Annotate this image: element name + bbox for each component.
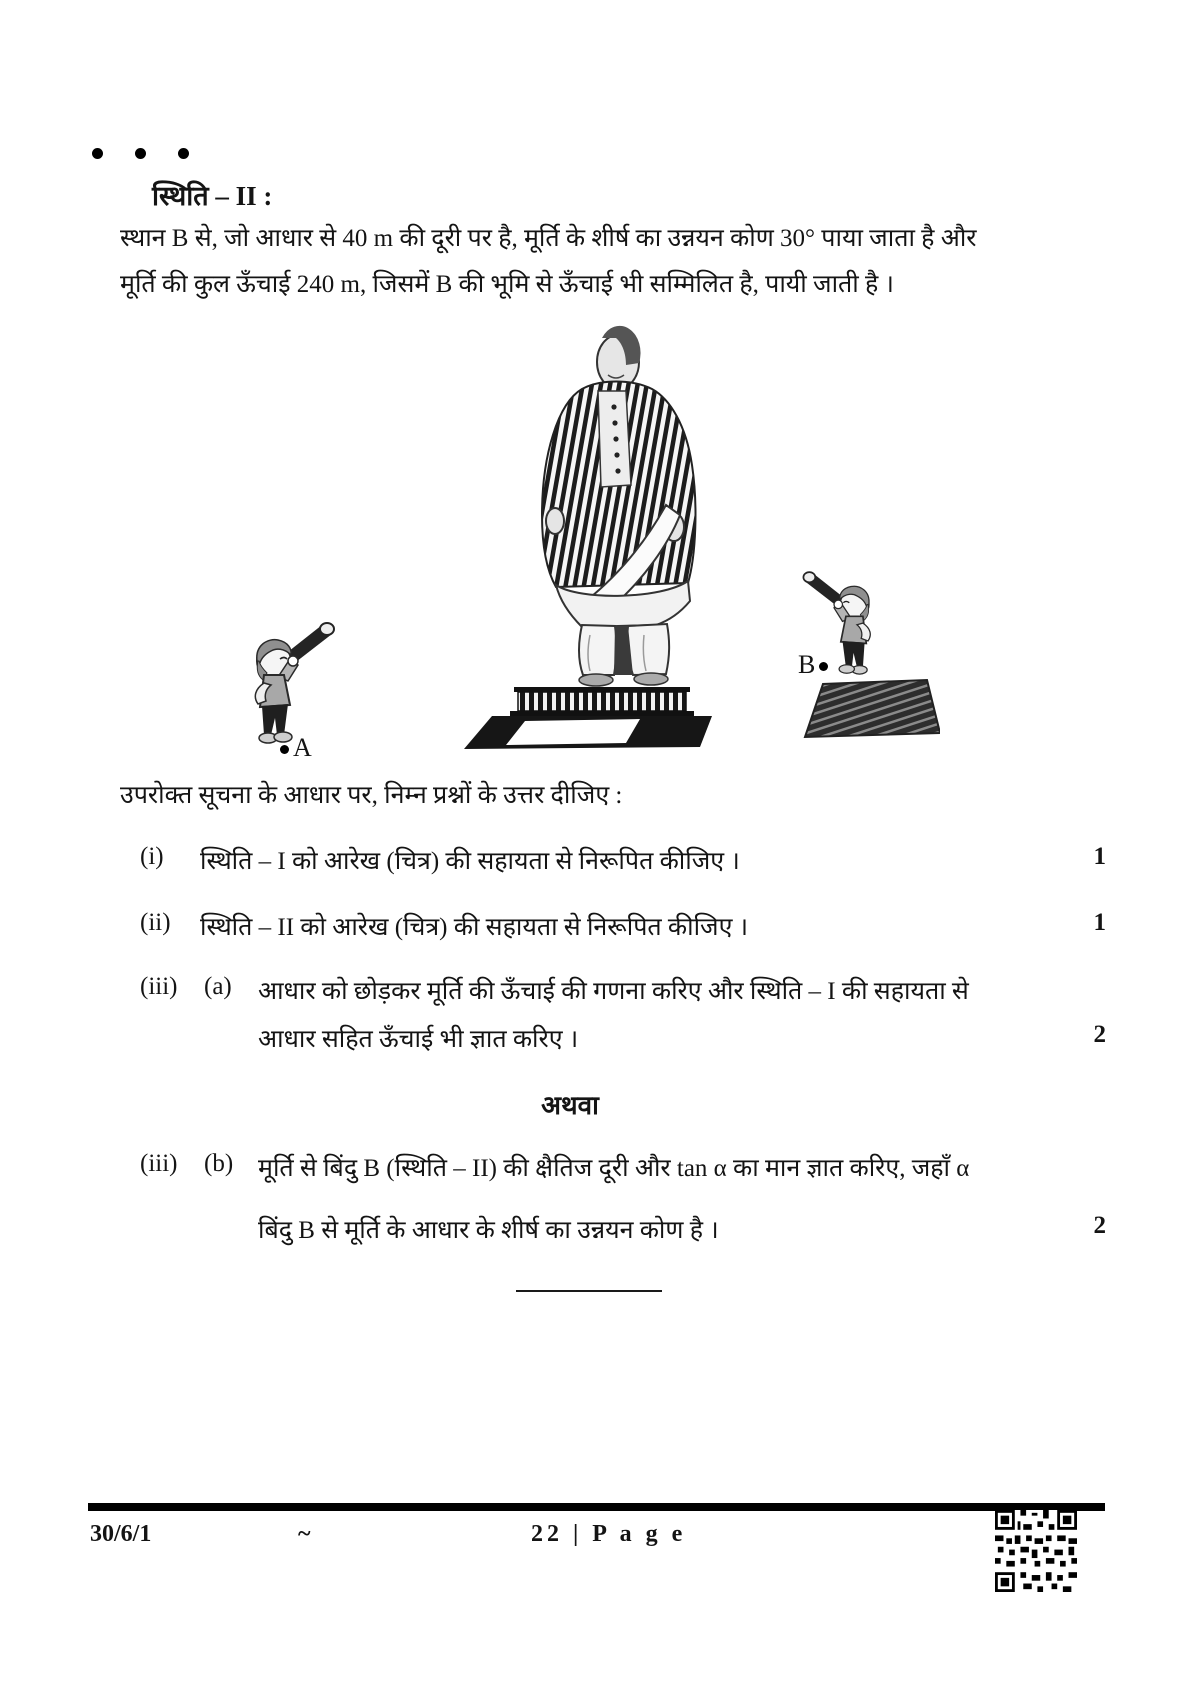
footer-rule xyxy=(88,1503,1105,1511)
question-iii-a-line2: आधार सहित ऊँचाई भी ज्ञात करिए । xyxy=(258,1026,579,1053)
mound-illustration xyxy=(805,680,940,737)
page-top-dots xyxy=(92,148,189,159)
situation-paragraph-line1: स्थान B से, जो आधार से 40 m की दूरी पर है, मूर्ति के शीर्ष का उन्नयन कोण 30° पाया जाता है और xyxy=(120,225,977,252)
section-end-rule xyxy=(516,1290,662,1292)
question-ii-marks: 1 xyxy=(1093,909,1106,936)
question-iii-b-number: (iii) xyxy=(140,1150,178,1177)
question-iii-b-sub: (b) xyxy=(204,1150,234,1177)
bullet-dot-icon xyxy=(92,148,103,159)
question-i-number: (i) xyxy=(140,843,164,870)
point-a-label: A xyxy=(276,733,312,763)
statue-illustration xyxy=(464,326,712,749)
point-b-dot-icon xyxy=(819,662,828,671)
questions-intro: उपरोक्त सूचना के आधार पर, निम्न प्रश्नों के उत्तर दीजिए : xyxy=(120,782,623,809)
paper-code: 30/6/1 xyxy=(90,1521,152,1547)
question-ii-number: (ii) xyxy=(140,909,171,936)
question-iii-a-line1: आधार को छोड़कर मूर्ति की ऊँचाई की गणना करिए और स्थिति – I की सहायता से xyxy=(258,978,969,1005)
statue-figure-illustration xyxy=(230,305,940,765)
observer-a-illustration xyxy=(255,623,334,743)
question-iii-b-line1: मूर्ति से बिंदु B (स्थिति – II) की क्षैतिज दूरी और tan α का मान ज्ञात करिए, जहाँ α xyxy=(258,1155,970,1182)
point-a-dot-icon xyxy=(280,745,289,754)
point-b-label: B xyxy=(798,650,832,680)
bullet-dot-icon xyxy=(178,148,189,159)
situation-heading: स्थिति – II : xyxy=(152,181,273,211)
situation-paragraph-line2: मूर्ति की कुल ऊँचाई 240 m, जिसमें B की भूमि से ऊँचाई भी सम्मिलित है, पायी जाती है । xyxy=(120,271,895,298)
qr-code xyxy=(995,1510,1077,1592)
or-divider-label: अथवा xyxy=(541,1091,599,1120)
question-ii-text: स्थिति – II को आरेख (चित्र) की सहायता से निरूपित कीजिए । xyxy=(200,914,749,941)
question-iii-a-number: (iii) xyxy=(140,973,178,1000)
footer-tilde: ~ xyxy=(298,1521,311,1547)
bullet-dot-icon xyxy=(135,148,146,159)
page-number-label: 22 | P a g e xyxy=(531,1521,687,1547)
question-iii-b-marks: 2 xyxy=(1093,1212,1106,1239)
question-i-marks: 1 xyxy=(1093,843,1106,870)
question-iii-b-line2: बिंदु B से मूर्ति के आधार के शीर्ष का उन्नयन कोण है । xyxy=(258,1217,719,1244)
question-i-text: स्थिति – I को आरेख (चित्र) की सहायता से निरूपित कीजिए । xyxy=(200,848,740,875)
question-iii-a-sub: (a) xyxy=(204,973,232,1000)
question-iii-a-marks: 2 xyxy=(1093,1021,1106,1048)
